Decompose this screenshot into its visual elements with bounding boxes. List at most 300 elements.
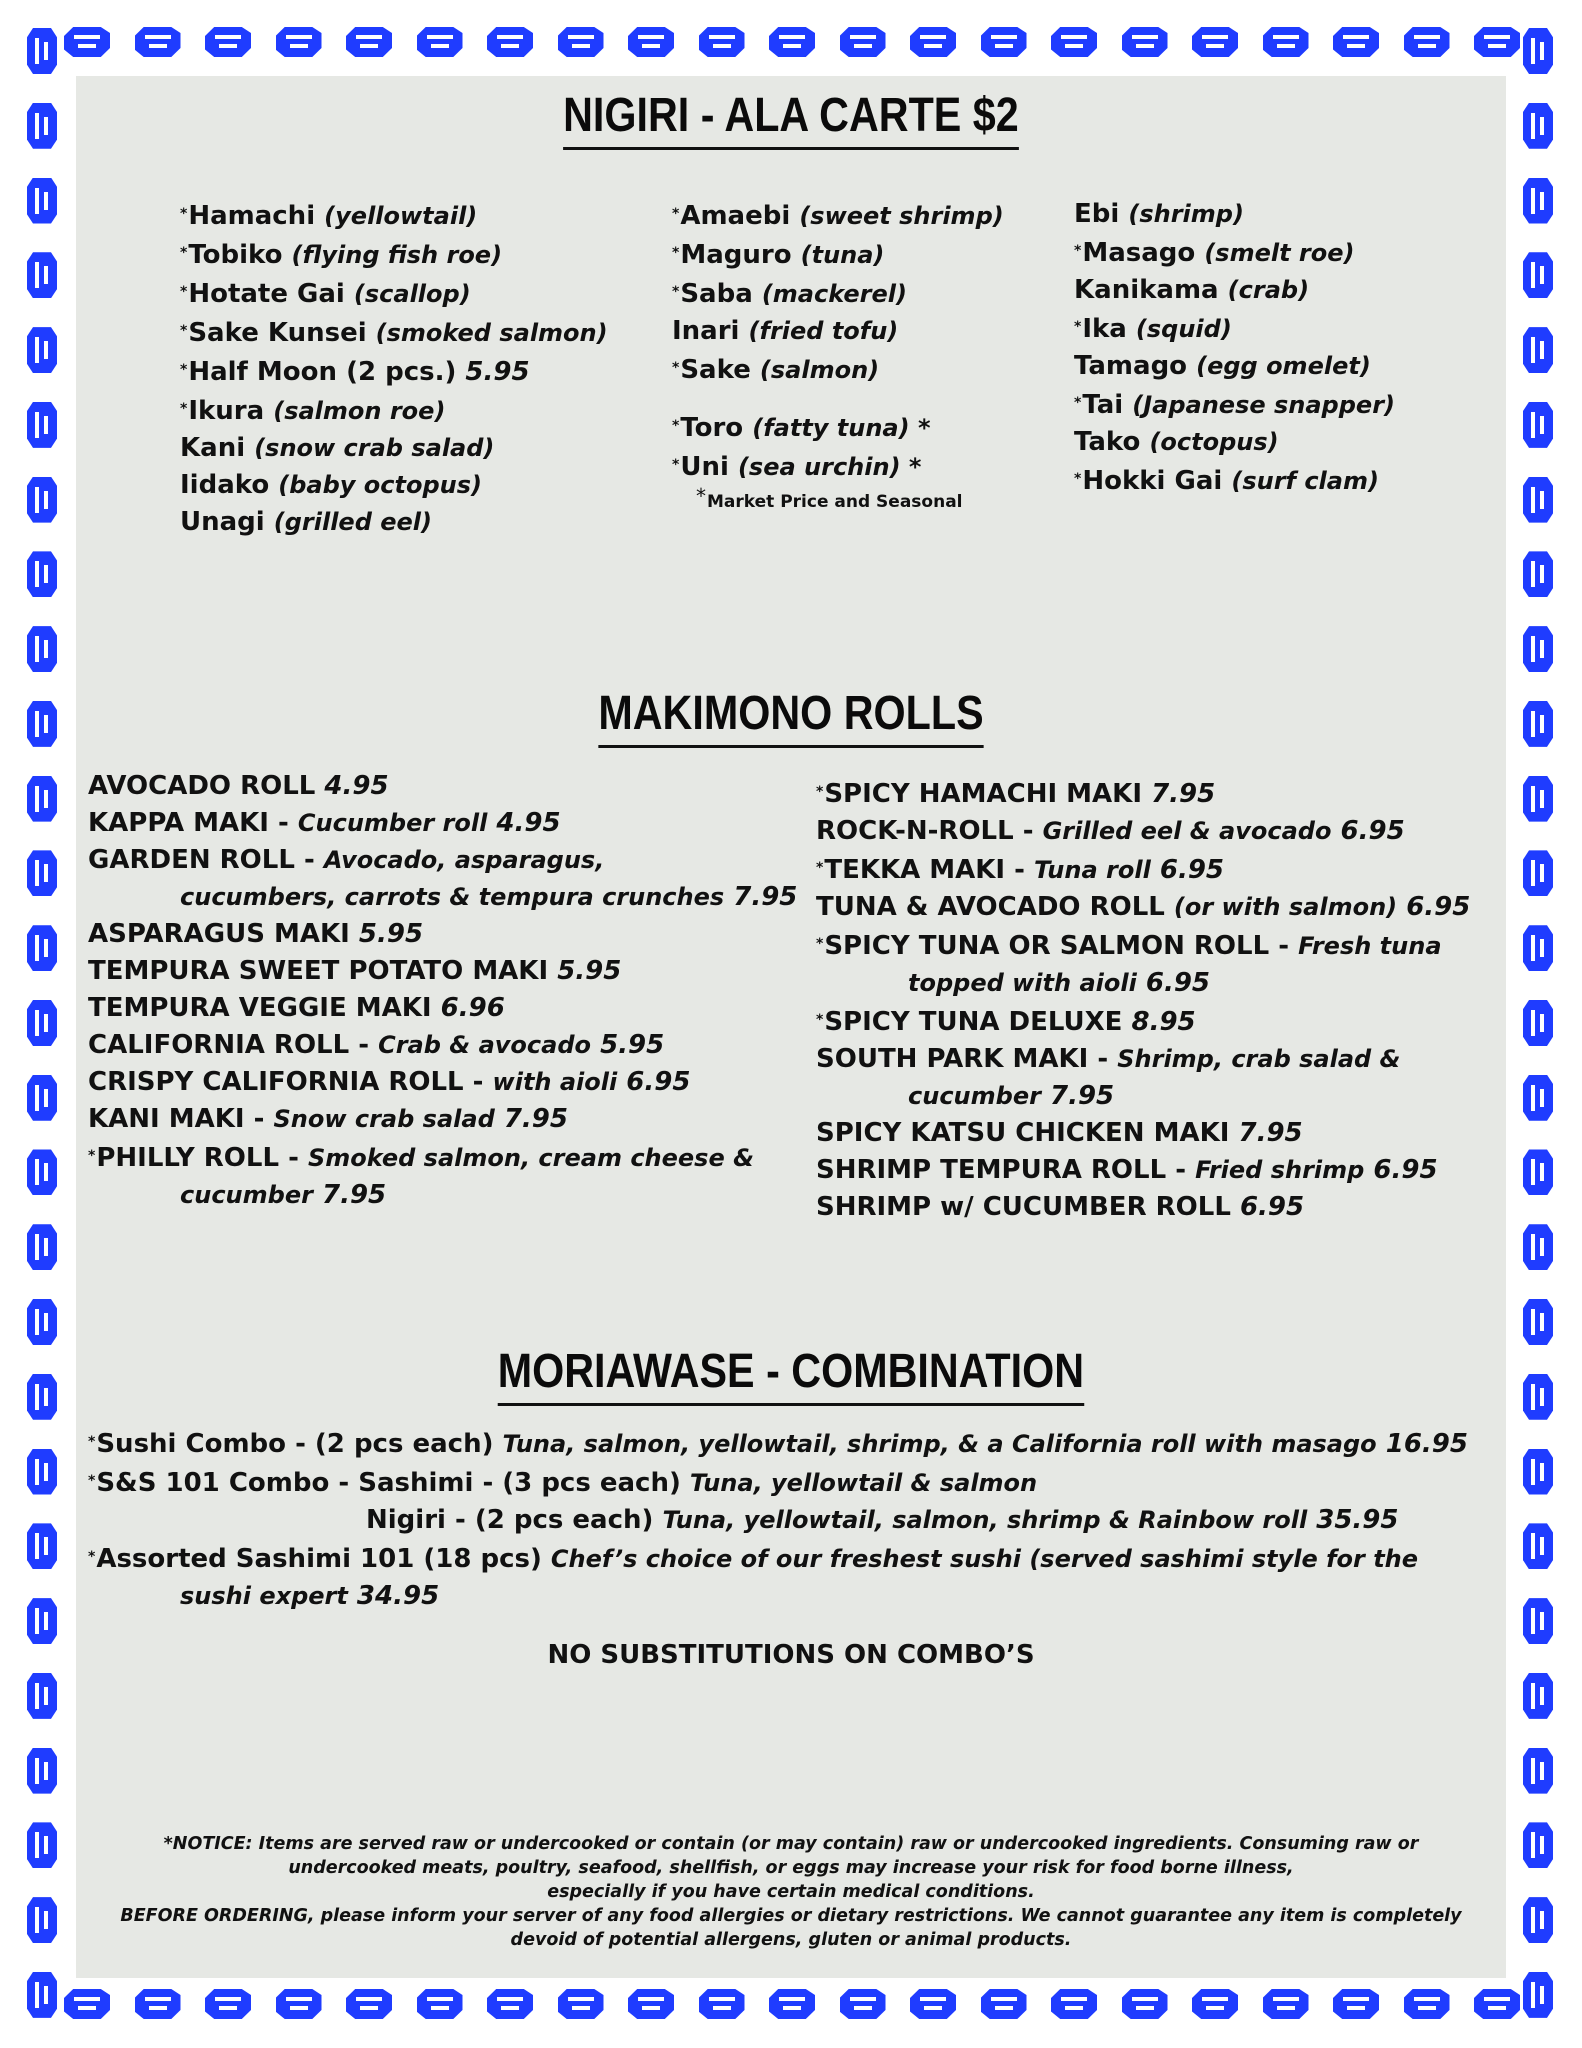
border-motif-icon xyxy=(135,27,181,57)
menu-item xyxy=(88,1138,797,1177)
border-motif-icon xyxy=(1523,1000,1553,1046)
item-price: 6.95 xyxy=(1145,968,1211,998)
border-motif-icon xyxy=(1523,1075,1553,1121)
border-motif-icon xyxy=(699,27,745,57)
border-motif-icon xyxy=(1523,327,1553,373)
border-motif-icon xyxy=(27,1075,57,1121)
border-motif-icon xyxy=(1474,27,1520,57)
item-description: Tuna, yellowtail, salmon, shrimp & Rainbow roll xyxy=(662,1506,1308,1534)
item-name: Ika xyxy=(1082,314,1127,344)
menu-item xyxy=(816,1189,1470,1226)
market-star-icon: * xyxy=(672,457,680,473)
border-motif-icon xyxy=(910,1989,956,2019)
border-motif-icon xyxy=(487,1989,533,2019)
item-name: Nigiri - (2 pcs each) xyxy=(366,1505,654,1535)
no-substitutions-note: NO SUBSTITUTIONS ON COMBO’S xyxy=(547,1640,1035,1670)
market-star-icon: * xyxy=(816,784,824,800)
item-description: cucumbers, carrots & tempura crunches xyxy=(180,883,725,911)
item-name: SPICY HAMACHI MAKI xyxy=(824,779,1143,809)
border-motif-icon xyxy=(1523,776,1553,822)
market-star-icon: * xyxy=(672,418,680,434)
item-name: Tako xyxy=(1074,427,1141,457)
menu-item xyxy=(88,916,797,953)
item-name: Masago xyxy=(1082,238,1196,268)
item-description: Tuna, yellowtail & salmon xyxy=(689,1469,1038,1497)
item-price: 5.95 xyxy=(465,357,530,387)
item-description: cucumber xyxy=(180,1181,313,1209)
item-price: 7.95 xyxy=(1238,1118,1303,1148)
market-star-icon: * xyxy=(672,284,680,300)
border-motif-icon xyxy=(1523,477,1553,523)
border-motif-icon xyxy=(346,1989,392,2019)
border-motif-icon xyxy=(981,27,1027,57)
item-price: 4.95 xyxy=(324,771,389,801)
border-motif-icon xyxy=(1192,1989,1238,2019)
item-description: Avocado, asparagus, xyxy=(323,846,605,874)
border-motif-icon xyxy=(1523,1523,1553,1569)
border-motif-icon xyxy=(1404,1989,1450,2019)
border-motif-icon xyxy=(1263,27,1309,57)
item-price: 5.95 xyxy=(358,919,424,949)
item-name: TEKKA MAKI - xyxy=(824,855,1025,885)
item-name: Ebi xyxy=(1074,199,1120,229)
border-motif-icon xyxy=(27,925,57,971)
border-motif-icon xyxy=(27,1673,57,1719)
border-motif-icon xyxy=(910,27,956,57)
menu-item xyxy=(1074,385,1395,424)
menu-item xyxy=(672,350,1004,389)
item-description: (sweet shrimp) xyxy=(799,202,1004,230)
menu-panel xyxy=(76,76,1506,1978)
menu-item xyxy=(816,813,1470,850)
item-name: Toro xyxy=(680,413,744,443)
menu-item xyxy=(1074,196,1395,233)
item-description: Snow crab salad xyxy=(273,1105,495,1133)
item-name: Iidako xyxy=(180,470,270,500)
item-description: (squid) xyxy=(1135,315,1232,343)
market-star-icon: * xyxy=(88,1148,96,1164)
border-motif-icon xyxy=(769,1989,815,2019)
item-price: 6.95 xyxy=(1340,816,1405,846)
market-star-icon: * xyxy=(180,245,188,261)
market-star-icon: * xyxy=(672,245,680,261)
menu-item xyxy=(1074,272,1395,309)
menu-item xyxy=(180,313,608,352)
market-star-icon: * xyxy=(1074,243,1082,259)
item-price: 6.95 xyxy=(1406,892,1471,922)
allergen-notice xyxy=(96,1832,1486,1952)
item-name: Tobiko xyxy=(188,240,283,270)
item-description: (fatty tuna) * xyxy=(752,414,931,442)
menu-item xyxy=(1074,424,1395,461)
item-description: Shrimp, crab salad & xyxy=(1117,1045,1401,1073)
border-motif-icon xyxy=(27,776,57,822)
item-name: KAPPA MAKI - xyxy=(88,808,289,838)
market-star-icon: * xyxy=(88,1434,96,1450)
border-motif-icon xyxy=(27,1972,57,2018)
market-star-icon: * xyxy=(1074,319,1082,335)
border-motif-icon xyxy=(1523,1224,1553,1270)
border-motif-icon xyxy=(1523,1299,1553,1345)
nigiri-column-2-market xyxy=(672,408,931,486)
item-description: Chef’s choice of our freshest sushi (served sashimi style for the xyxy=(550,1545,1419,1573)
menu-item xyxy=(672,274,1004,313)
border-motif-icon xyxy=(417,27,463,57)
market-star-icon: * xyxy=(180,206,188,222)
border-motif-icon xyxy=(27,1598,57,1644)
item-name: KANI MAKI - xyxy=(88,1104,265,1134)
border-motif-icon xyxy=(1523,178,1553,224)
item-price: 7.95 xyxy=(322,1180,387,1210)
border-motif-icon xyxy=(27,327,57,373)
border-motif-icon xyxy=(27,1748,57,1794)
menu-item xyxy=(672,408,931,447)
border-motif-icon xyxy=(27,1897,57,1943)
menu-item xyxy=(88,990,797,1027)
menu-item xyxy=(180,196,608,235)
menu-item xyxy=(816,1152,1470,1189)
item-name: Kani xyxy=(180,433,246,463)
item-description: (grilled eel) xyxy=(273,508,432,536)
menu-item xyxy=(672,196,1004,235)
menu-item xyxy=(180,391,608,430)
nigiri-column-3 xyxy=(1074,196,1395,500)
item-description: (scallop) xyxy=(353,280,471,308)
menu-item xyxy=(88,879,797,916)
makimono-heading: MAKIMONO ROLLS xyxy=(76,686,1506,748)
border-motif-icon xyxy=(64,1989,110,2019)
market-star-icon: * xyxy=(816,860,824,876)
border-motif-icon xyxy=(981,1989,1027,2019)
item-price: 7.95 xyxy=(733,882,798,912)
menu-item xyxy=(180,235,608,274)
menu-item xyxy=(816,889,1470,926)
border-motif-icon xyxy=(27,551,57,597)
menu-item xyxy=(88,1027,797,1064)
market-star-icon: * xyxy=(88,1549,96,1565)
market-star-icon: * xyxy=(180,323,188,339)
border-motif-icon xyxy=(1523,1149,1553,1195)
border-motif-icon xyxy=(1523,1972,1553,2018)
border-motif-icon xyxy=(27,28,57,74)
left-border-motifs xyxy=(22,28,62,2018)
border-motif-icon xyxy=(27,1149,57,1195)
border-motif-icon xyxy=(27,1224,57,1270)
item-description: cucumber xyxy=(908,1082,1041,1110)
menu-item xyxy=(816,926,1470,965)
item-name: Tamago xyxy=(1074,351,1188,381)
menu-item xyxy=(1074,309,1395,348)
item-description: Fresh tuna xyxy=(1298,932,1442,960)
border-motif-icon xyxy=(840,27,886,57)
menu-item xyxy=(88,1064,797,1101)
item-description: (smelt roe) xyxy=(1204,239,1355,267)
border-motif-icon xyxy=(135,1989,181,2019)
right-border-motifs xyxy=(1518,28,1558,2018)
border-motif-icon xyxy=(1523,1374,1553,1420)
menu-item xyxy=(88,805,797,842)
border-motif-icon xyxy=(1051,1989,1097,2019)
notice-line: *NOTICE: Items are served raw or undercooked or contain (or may contain) raw or undercooked ingredients. Consuming raw or xyxy=(163,1834,1419,1854)
border-motif-icon xyxy=(27,1523,57,1569)
item-name: SPICY TUNA OR SALMON ROLL - xyxy=(824,931,1290,961)
item-name: TEMPURA SWEET POTATO MAKI xyxy=(88,956,549,986)
border-motif-icon xyxy=(1523,1748,1553,1794)
item-name: Uni xyxy=(680,452,729,482)
market-note: *Market Price and Seasonal xyxy=(696,484,963,512)
item-description: (salmon roe) xyxy=(273,397,446,425)
item-description: Grilled eel & avocado xyxy=(1042,817,1332,845)
market-star-icon: * xyxy=(672,360,680,376)
item-name: Ikura xyxy=(188,396,265,426)
menu-item xyxy=(88,1578,1488,1615)
item-description: (snow crab salad) xyxy=(254,434,495,462)
border-motif-icon xyxy=(1051,27,1097,57)
item-description: Fried shrimp xyxy=(1195,1156,1365,1184)
border-motif-icon xyxy=(840,1989,886,2019)
border-motif-icon xyxy=(1523,850,1553,896)
border-motif-icon xyxy=(27,626,57,672)
border-motif-icon xyxy=(205,27,251,57)
border-motif-icon xyxy=(27,850,57,896)
market-star-icon: * xyxy=(816,1012,824,1028)
combination-list xyxy=(88,1424,1488,1615)
item-price: 6.95 xyxy=(626,1067,691,1097)
border-motif-icon xyxy=(1523,701,1553,747)
menu-item xyxy=(88,842,797,879)
border-motif-icon xyxy=(64,27,110,57)
menu-item xyxy=(180,467,608,504)
border-motif-icon xyxy=(27,402,57,448)
item-name: Inari xyxy=(672,316,740,346)
item-name: Hokki Gai xyxy=(1082,466,1223,496)
item-name: Amaebi xyxy=(680,201,791,231)
border-motif-icon xyxy=(276,1989,322,2019)
menu-item xyxy=(88,1463,1488,1502)
item-description: Smoked salmon, cream cheese & xyxy=(307,1144,755,1172)
item-description: (smoked salmon) xyxy=(375,319,608,347)
item-name: Assorted Sashimi 101 (18 pcs) xyxy=(96,1544,542,1574)
item-name: SPICY TUNA DELUXE xyxy=(824,1007,1123,1037)
border-motif-icon xyxy=(27,103,57,149)
border-motif-icon xyxy=(27,1374,57,1420)
makimono-right-column xyxy=(816,774,1470,1226)
menu-item xyxy=(816,965,1470,1002)
item-description: sushi expert xyxy=(180,1582,348,1610)
item-name: Saba xyxy=(680,279,753,309)
border-motif-icon xyxy=(1192,27,1238,57)
item-description: (egg omelet) xyxy=(1196,352,1371,380)
border-motif-icon xyxy=(1523,925,1553,971)
item-price: 16.95 xyxy=(1385,1429,1468,1459)
border-motif-icon xyxy=(487,27,533,57)
border-motif-icon xyxy=(27,178,57,224)
border-motif-icon xyxy=(346,27,392,57)
item-name: Hamachi xyxy=(188,201,316,231)
menu-item xyxy=(816,774,1470,813)
menu-item xyxy=(816,1002,1470,1041)
item-price: 6.95 xyxy=(1373,1155,1438,1185)
item-description: Tuna, salmon, yellowtail, shrimp, & a California roll with masago xyxy=(502,1430,1377,1458)
menu-item xyxy=(1074,233,1395,272)
item-price: 6.95 xyxy=(1159,855,1225,885)
item-name: SOUTH PARK MAKI - xyxy=(816,1044,1109,1074)
notice-line: undercooked meats, poultry, seafood, shellfish, or eggs may increase your risk for food borne illness, xyxy=(288,1858,1294,1878)
border-motif-icon xyxy=(1523,1822,1553,1868)
menu-item xyxy=(180,430,608,467)
item-name: Sake Kunsei xyxy=(188,318,367,348)
border-motif-icon xyxy=(27,477,57,523)
item-name: Hotate Gai xyxy=(188,279,345,309)
market-star-icon: * xyxy=(88,1473,96,1489)
item-description: (octopus) xyxy=(1149,428,1279,456)
market-star-icon: * xyxy=(816,936,824,952)
border-motif-icon xyxy=(1523,402,1553,448)
item-name: CALIFORNIA ROLL - xyxy=(88,1030,370,1060)
item-name: Kanikama xyxy=(1074,275,1219,305)
border-motif-icon xyxy=(1523,252,1553,298)
border-motif-icon xyxy=(558,1989,604,2019)
border-motif-icon xyxy=(205,1989,251,2019)
market-star-icon: * xyxy=(180,284,188,300)
item-price: 7.95 xyxy=(1151,779,1216,809)
item-description: (shrimp) xyxy=(1128,200,1244,228)
item-price: 6.95 xyxy=(1239,1192,1305,1222)
item-description: (tuna) xyxy=(800,241,885,269)
item-price: 7.95 xyxy=(1050,1081,1115,1111)
border-motif-icon xyxy=(27,701,57,747)
border-motif-icon xyxy=(1523,626,1553,672)
market-star-icon: * xyxy=(1074,471,1082,487)
item-description: Crab & avocado xyxy=(378,1031,591,1059)
item-price: 4.95 xyxy=(496,808,561,838)
item-name: Maguro xyxy=(680,240,792,270)
item-description: (salmon) xyxy=(759,356,880,384)
item-description: (surf clam) xyxy=(1231,467,1379,495)
menu-item xyxy=(816,850,1470,889)
bottom-border-motifs xyxy=(64,1980,1520,2028)
item-name: SHRIMP w/ CUCUMBER ROLL xyxy=(816,1192,1231,1222)
border-motif-icon xyxy=(1523,1598,1553,1644)
nigiri-column-1 xyxy=(180,196,608,541)
menu-item xyxy=(88,1177,797,1214)
item-description: (sea urchin) * xyxy=(737,453,922,481)
menu-item xyxy=(672,447,931,486)
menu-item xyxy=(88,1101,797,1138)
border-motif-icon xyxy=(276,27,322,57)
item-name: S&S 101 Combo - Sashimi - (3 pcs each) xyxy=(96,1468,681,1498)
item-name: PHILLY ROLL - xyxy=(96,1143,299,1173)
menu-item xyxy=(88,768,797,805)
item-name: TEMPURA VEGGIE MAKI xyxy=(88,993,432,1023)
notice-line: BEFORE ORDERING, please inform your server of any food allergies or dietary restrictions. We cannot guarantee any item is completely xyxy=(120,1906,1462,1926)
item-description: Cucumber roll xyxy=(297,809,488,837)
border-motif-icon xyxy=(1122,1989,1168,2019)
border-motif-icon xyxy=(1523,551,1553,597)
item-description: (or with salmon) xyxy=(1173,893,1398,921)
menu-item xyxy=(180,274,608,313)
border-motif-icon xyxy=(1523,1673,1553,1719)
menu-item xyxy=(816,1078,1470,1115)
border-motif-icon xyxy=(27,1822,57,1868)
item-name: GARDEN ROLL - xyxy=(88,845,315,875)
border-motif-icon xyxy=(699,1989,745,2019)
border-motif-icon xyxy=(1404,27,1450,57)
border-motif-icon xyxy=(1263,1989,1309,2019)
menu-item xyxy=(88,1502,1488,1539)
border-motif-icon xyxy=(1523,1897,1553,1943)
border-motif-icon xyxy=(27,252,57,298)
border-motif-icon xyxy=(1523,1449,1553,1495)
item-name: Unagi xyxy=(180,507,265,537)
item-price: 5.95 xyxy=(600,1030,665,1060)
menu-item xyxy=(88,1424,1488,1463)
border-motif-icon xyxy=(1333,27,1379,57)
nigiri-column-2 xyxy=(672,196,1004,389)
menu-item xyxy=(88,1539,1488,1578)
item-description: Tuna roll xyxy=(1034,856,1151,884)
menu-item xyxy=(88,953,797,990)
item-name: SHRIMP TEMPURA ROLL - xyxy=(816,1155,1186,1185)
border-motif-icon xyxy=(1523,28,1553,74)
market-star-icon: * xyxy=(1074,395,1082,411)
item-price: 6.96 xyxy=(440,993,505,1023)
item-description: (yellowtail) xyxy=(324,202,478,230)
border-motif-icon xyxy=(27,1000,57,1046)
item-price: 7.95 xyxy=(503,1104,568,1134)
item-description: with aioli xyxy=(492,1068,618,1096)
nigiri-heading: NIGIRI - ALA CARTE $2 xyxy=(76,88,1506,150)
top-border-motifs xyxy=(64,18,1520,66)
menu-item xyxy=(180,352,608,391)
border-motif-icon xyxy=(27,1299,57,1345)
item-price: 8.95 xyxy=(1131,1007,1196,1037)
menu-item xyxy=(180,504,608,541)
item-name: SPICY KATSU CHICKEN MAKI xyxy=(816,1118,1230,1148)
item-description: (Japanese snapper) xyxy=(1132,391,1395,419)
item-description: (crab) xyxy=(1227,276,1310,304)
border-motif-icon xyxy=(1474,1989,1520,2019)
market-star-icon: * xyxy=(672,206,680,222)
border-motif-icon xyxy=(769,27,815,57)
item-name: ASPARAGUS MAKI xyxy=(88,919,350,949)
item-description: (flying fish roe) xyxy=(291,241,503,269)
notice-line: especially if you have certain medical conditions. xyxy=(547,1882,1035,1902)
item-name: AVOCADO ROLL xyxy=(88,771,316,801)
item-name: TUNA & AVOCADO ROLL xyxy=(816,892,1165,922)
border-motif-icon xyxy=(628,27,674,57)
item-name: Tai xyxy=(1082,390,1124,420)
menu-item xyxy=(816,1115,1470,1152)
menu-item xyxy=(1074,348,1395,385)
menu-item xyxy=(1074,461,1395,500)
makimono-left-column xyxy=(88,768,797,1214)
menu-item xyxy=(672,235,1004,274)
item-price: 35.95 xyxy=(1316,1505,1399,1535)
market-star-icon: * xyxy=(180,401,188,417)
item-name: Half Moon (2 pcs.) xyxy=(188,357,457,387)
border-motif-icon xyxy=(628,1989,674,2019)
border-motif-icon xyxy=(1523,103,1553,149)
moriawase-heading: MORIAWASE - COMBINATION xyxy=(76,1344,1506,1406)
menu-item xyxy=(816,1041,1470,1078)
item-name: Sushi Combo - (2 pcs each) xyxy=(96,1429,494,1459)
item-name: Sake xyxy=(680,355,751,385)
market-star-icon: * xyxy=(180,362,188,378)
item-description: (mackerel) xyxy=(761,280,907,308)
border-motif-icon xyxy=(1333,1989,1379,2019)
item-price: 5.95 xyxy=(557,956,622,986)
